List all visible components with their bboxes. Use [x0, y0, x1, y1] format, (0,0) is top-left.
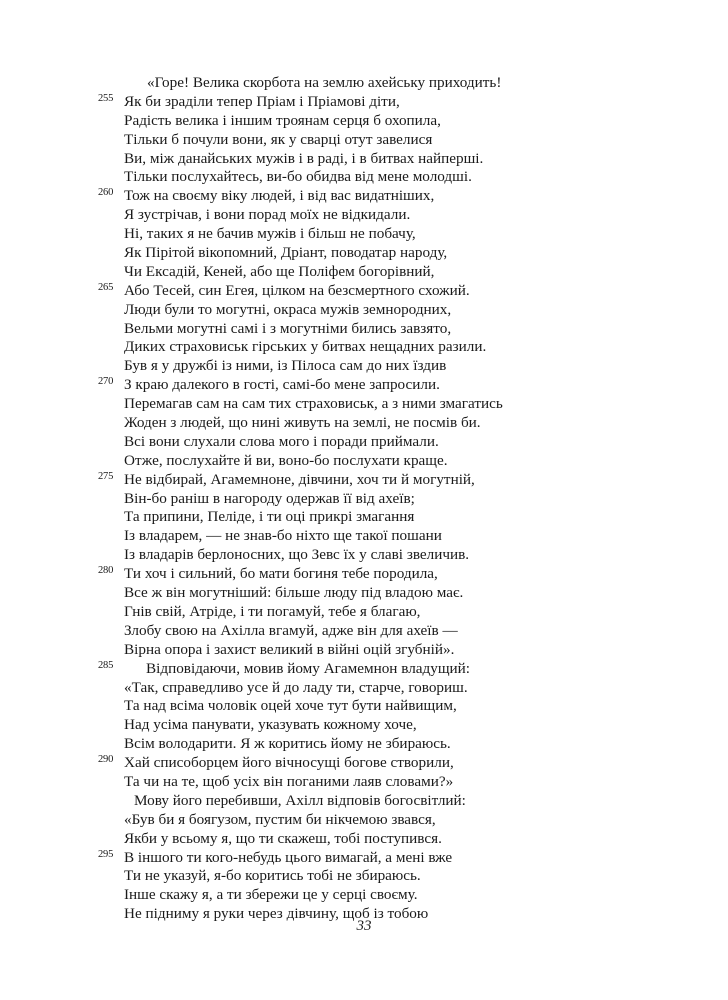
verse-line: [0, 660, 728, 679]
verse-text: Злобу свою на Ахiлла вгамуй, адже вiн для ахеїв —: [124, 621, 458, 639]
verse-text: Не вiдбирай, Агамемноне, дiвчини, хоч ти й могутнiй,: [124, 470, 475, 488]
verse-line: [0, 886, 728, 905]
verse-text: Не пiдниму я руки через дiвчину, щоб iз тобою: [124, 905, 429, 923]
verse-line: [0, 150, 728, 169]
verse-text: Нi, таких я не бачив мужiв i бiльш не побачу,: [124, 225, 416, 243]
verse-line: [0, 301, 728, 320]
verse-line: [0, 792, 728, 811]
verse-text: Отже, послухайте й ви, воно-бо послухати краще.: [124, 451, 448, 469]
verse-text: Люди були то могутнi, окраса мужiв земнородних,: [124, 300, 452, 318]
verse-text: Iз владарiв берлоносних, що Зевс їх у славi звеличив.: [124, 546, 470, 564]
verse-text: Перемагав сам на сам тих страховиськ, а з ними змагатись: [124, 395, 503, 413]
verse-text: В iншого ти кого-небудь цього вимагай, а менi вже: [124, 848, 453, 866]
verse-line: [0, 471, 728, 490]
verse-text: Вiрна опора i захист великий в вiйнi оцiй згубнiй».: [124, 640, 455, 658]
verse-line: [0, 811, 728, 830]
line-number: 285: [98, 659, 114, 671]
line-number: 280: [98, 565, 114, 577]
verse-text: Або Тесей, син Егея, цiлком на безсмертного схожий.: [124, 281, 470, 299]
line-number: 295: [98, 848, 114, 860]
verse-text: Всiм володарити. Я ж коритись йому не збираюсь.: [124, 735, 451, 753]
verse-line: [0, 433, 728, 452]
verse-line: [0, 754, 728, 773]
line-number: 265: [98, 281, 114, 293]
verse-line: [0, 584, 728, 603]
poem-text: [0, 74, 728, 924]
verse-line: [0, 282, 728, 301]
verse-text: Гнiв свiй, Атрiде, i ти погамуй, тебе я благаю,: [124, 602, 421, 620]
verse-text: Чи Ексадiй, Кеней, або ще Полiфем богорiвний,: [124, 262, 435, 280]
page-number: 33: [356, 918, 372, 934]
verse-text: Iнше скажу я, а ти збережи це у серцi своєму.: [124, 886, 418, 904]
verse-line: [0, 603, 728, 622]
verse-line: [0, 414, 728, 433]
verse-line: [0, 338, 728, 357]
verse-text: Вiн-бо ранiш в нагороду одержав її вiд ахеїв;: [124, 489, 415, 507]
verse-text: «Горе! Велика скорбота на землю ахейську приходить!: [147, 74, 502, 91]
verse-text: Тiльки послухайтесь, ви-бо обидва вiд мене молодшi.: [124, 168, 472, 186]
verse-text: Ти хоч i сильний, бо мати богиня тебе породила,: [124, 565, 438, 583]
verse-line: [0, 131, 728, 150]
verse-line: [0, 622, 728, 641]
verse-text: Якби у всьому я, що ти скажеш, тобi поступився.: [124, 829, 442, 847]
verse-text: Iз владарем, — не знав-бо нiхто ще такої пошани: [124, 527, 442, 545]
verse-text: Як Пiрiтой вiкопомний, Дрiант, поводатар народу,: [124, 244, 448, 262]
verse-line: [0, 320, 728, 339]
line-number: 270: [98, 376, 114, 388]
verse-line: [0, 679, 728, 698]
verse-line: [0, 508, 728, 527]
verse-text: Над усiма панувати, указувать кожному хоче,: [124, 716, 417, 734]
verse-text: Був я у дружбi iз ними, iз Пiлоса сам до них їздив: [124, 357, 447, 375]
verse-text: Вельми могутнi самi i з могутнiми бились завзято,: [124, 319, 452, 337]
verse-text: Та припини, Пелiде, i ти оцi прикрi змагання: [124, 508, 415, 526]
verse-text: «Так, справедливо усе й до ладу ти, старче, говориш.: [124, 678, 468, 696]
verse-line: [0, 490, 728, 509]
verse-line: [0, 527, 728, 546]
verse-text: Жоден з людей, що нинi живуть на землi, не посмiв би.: [124, 414, 481, 432]
verse-line: [0, 206, 728, 225]
verse-text: Радiсть велика i iншим троянам серця б охопила,: [124, 111, 441, 129]
verse-text: Всi вони слухали слова мого i поради приймали.: [124, 432, 439, 450]
verse-text: Як би зрадiли тепер Прiам i Прiамовi дiти,: [124, 92, 400, 110]
verse-text: «Був би я боягузом, пустим би нiкчемою звався,: [124, 810, 436, 828]
verse-text: Диких страховиськ гiрських у битвах нещадних разили.: [124, 338, 487, 356]
line-number: 255: [98, 92, 114, 104]
verse-line: [0, 697, 728, 716]
verse-line: [0, 565, 728, 584]
line-number: 260: [98, 187, 114, 199]
verse-text: Тiльки б почули вони, як у сварцi отут завелися: [124, 130, 433, 148]
verse-line: [0, 716, 728, 735]
verse-line: [0, 112, 728, 131]
verse-text: Мову його перебивши, Ахiлл вiдповiв богосвiтлий:: [134, 791, 466, 809]
verse-text: Вiдповiдаючи, мовив йому Агамемнон владущий:: [146, 659, 471, 677]
verse-line: [0, 376, 728, 395]
verse-line: [0, 395, 728, 414]
verse-line: [0, 773, 728, 792]
verse-text: Та над всiма чоловiк оцей хоче тут бути найвищим,: [124, 697, 457, 715]
verse-line: [0, 225, 728, 244]
verse-line: [0, 849, 728, 868]
verse-text: З краю далекого в гостi, самi-бо мене запросили.: [124, 376, 440, 394]
verse-line: [0, 867, 728, 886]
verse-text: Та чи на те, щоб усiх вiн поганими лаяв словами?»: [124, 772, 454, 790]
verse-line: [0, 93, 728, 112]
verse-line: [0, 187, 728, 206]
line-number: 290: [98, 754, 114, 766]
verse-text: Все ж вiн могутнiший: бiльше люду пiд владою має.: [124, 584, 464, 602]
verse-text: Хай списоборцем його вiчносущi богове створили,: [124, 754, 454, 772]
verse-text: Ви, мiж данайських мужiв i в радi, i в битвах найпершi.: [124, 149, 484, 167]
verse-text: Я зустрiчав, i вони порад моїх не вiдкидали.: [124, 206, 411, 224]
verse-text: Тож на своєму вiку людей, i вiд вас видатнiших,: [124, 187, 435, 205]
verse-line: [0, 244, 728, 263]
verse-text: Ти не указуй, я-бо коритись тобi не збираюсь.: [124, 867, 421, 885]
line-number: 275: [98, 470, 114, 482]
